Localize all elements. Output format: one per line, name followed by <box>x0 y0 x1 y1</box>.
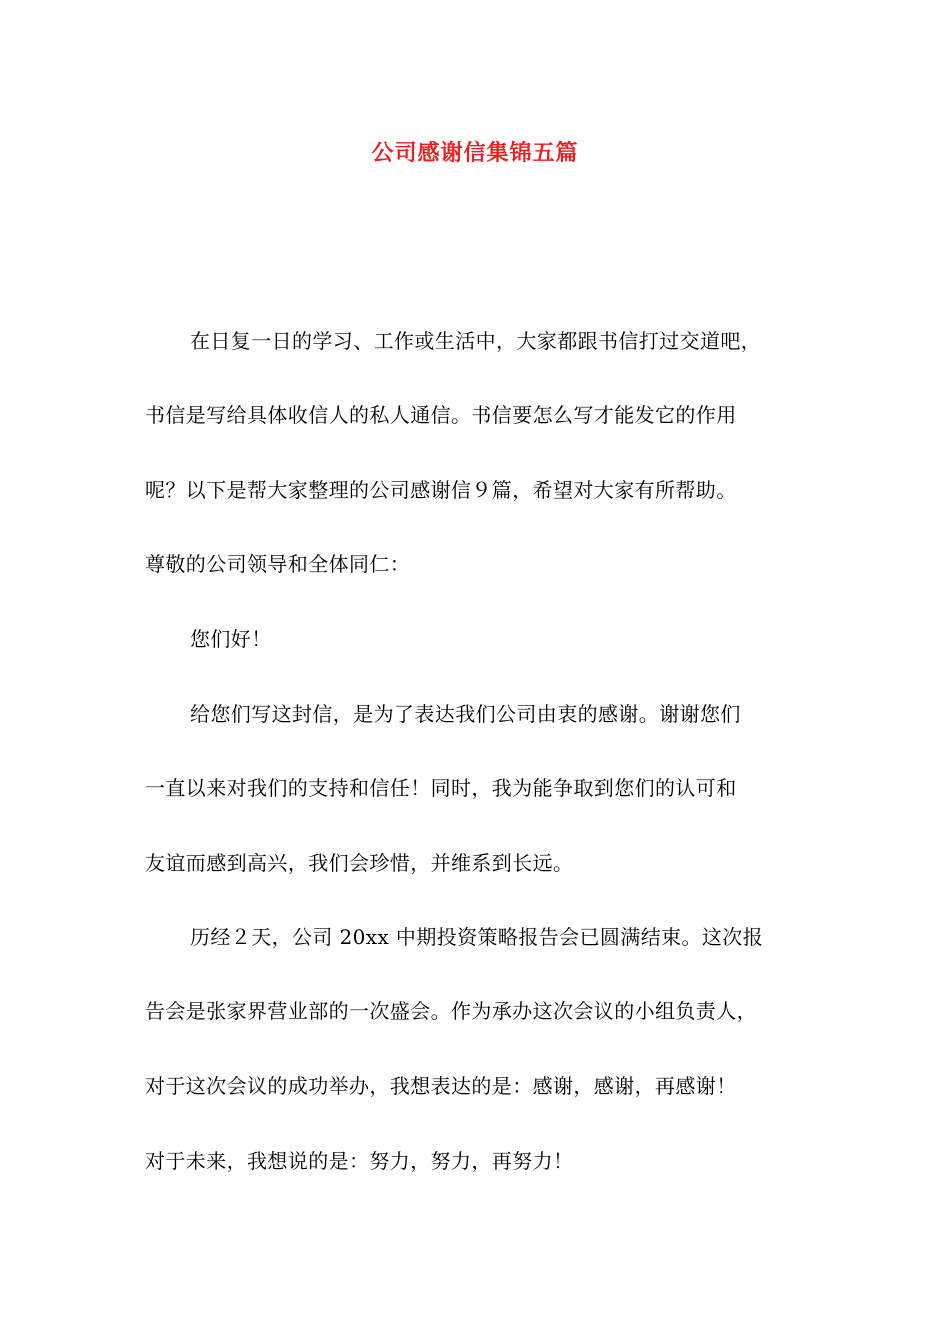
salutation: 尊敬的公司领导和全体同仁： <box>145 552 411 576</box>
body-line: 给您们写这封信，是为了表达我们公司由衷的感谢。谢谢您们 <box>190 702 741 726</box>
body-line: 书信是写给具体收信人的私人通信。书信要怎么写才能发它的作用 <box>145 403 737 427</box>
greeting: 您们好！ <box>190 627 272 651</box>
body-line: 一直以来对我们的支持和信任！同时，我为能争取到您们的认可和 <box>145 776 737 800</box>
body-line: 在日复一日的学习、工作或生活中，大家都跟书信打过交道吧， <box>190 329 762 353</box>
body-line: 对于这次会议的成功举办，我想表达的是：感谢，感谢，再感谢！ <box>145 1074 737 1098</box>
body-line: 友谊而感到高兴，我们会珍惜，并维系到长远。 <box>145 851 574 875</box>
body-line: 呢？以下是帮大家整理的公司感谢信９篇，希望对大家有所帮助。 <box>145 478 737 502</box>
document-title: 公司感谢信集锦五篇 <box>371 140 579 166</box>
body-line: 历经２天，公司 20xx 中期投资策略报告会已圆满结束。这次报 <box>190 925 764 949</box>
body-line: 对于未来，我想说的是：努力，努力，再努力！ <box>145 1149 574 1173</box>
body-line: 告会是张家界营业部的一次盛会。作为承办这次会议的小组负责人， <box>145 999 757 1023</box>
